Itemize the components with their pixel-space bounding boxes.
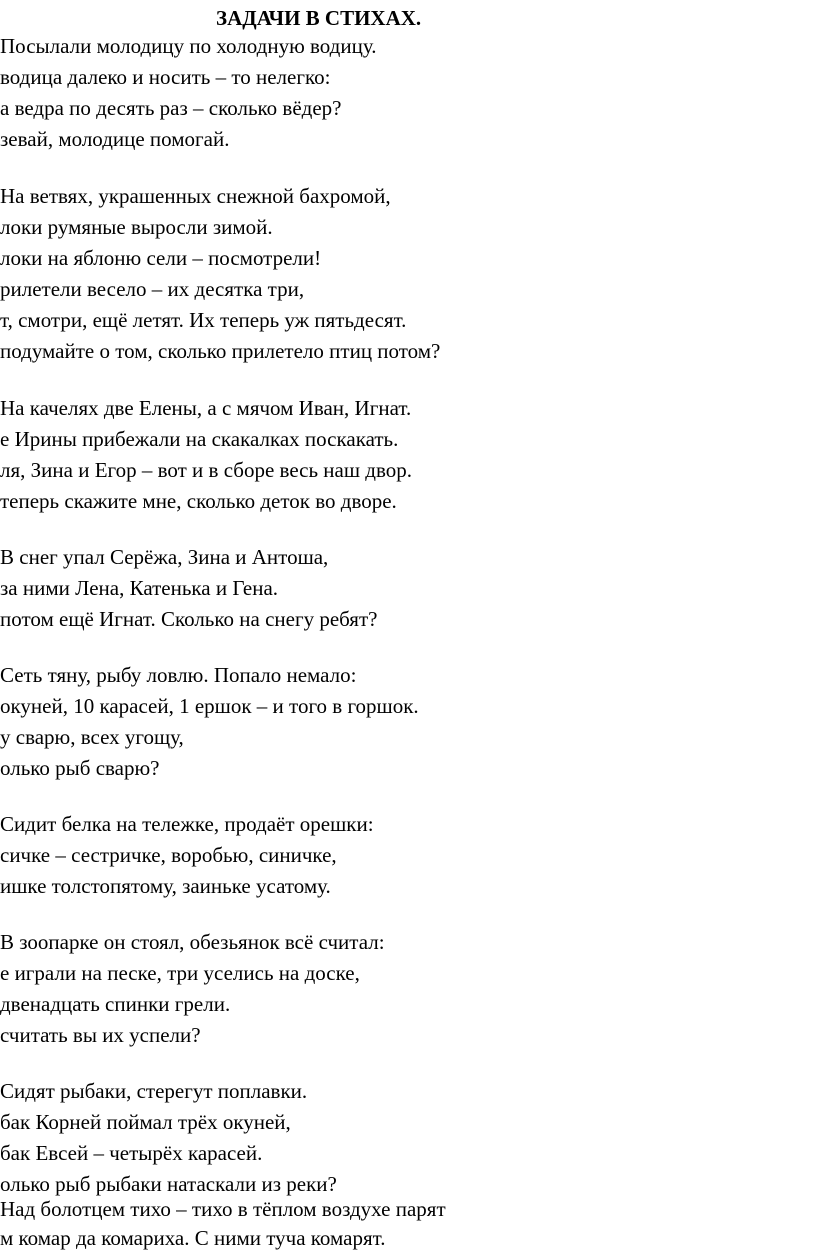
text-line: ля, Зина и Егор – вот и в сборе весь наш двор. xyxy=(0,458,412,482)
text-line: окуней, 10 карасей, 1 ершок – и того в горшок. xyxy=(0,694,419,718)
text-line: Сидят рыбаки, стерегут поплавки. xyxy=(0,1079,308,1103)
text-line: рилетели весело – их десятка три, xyxy=(0,277,305,301)
text-line: считать вы их успели? xyxy=(0,1023,201,1047)
text-line: Сидит белка на тележке, продаёт орешки: xyxy=(0,812,374,836)
text-line: т, смотри, ещё летят. Их теперь уж пятьдесят. xyxy=(0,308,407,332)
text-line: локи румяные выросли зимой. xyxy=(0,215,273,239)
text-line: олько рыб сварю? xyxy=(0,756,160,780)
text-line: потом ещё Игнат. Сколько на снегу ребят? xyxy=(0,607,378,631)
text-line: м комар да комариха. С ними туча комарят. xyxy=(0,1226,386,1250)
text-line: водица далеко и носить – то нелегко: xyxy=(0,65,331,89)
text-line: а ведра по десять раз – сколько вёдер? xyxy=(0,96,342,120)
text-line: Над болотцем тихо – тихо в тёплом воздухе парят xyxy=(0,1197,446,1221)
page-title: ЗАДАЧИ В СТИХАХ. xyxy=(216,6,422,30)
text-line: двенадцать спинки грели. xyxy=(0,992,231,1016)
text-line: ишке толстопятому, заиньке усатому. xyxy=(0,874,331,898)
text-line: сичке – сестричке, воробью, синичке, xyxy=(0,843,337,867)
text-line: у сварю, всех угощу, xyxy=(0,725,184,749)
text-line: Посылали молодицу по холодную водицу. xyxy=(0,34,377,58)
text-line: зевай, молодице помогай. xyxy=(0,127,230,151)
text-line: подумайте о том, сколько прилетело птиц потом? xyxy=(0,339,441,363)
text-line: локи на яблоню сели – посмотрели! xyxy=(0,246,322,270)
text-line: Сеть тяну, рыбу ловлю. Попало немало: xyxy=(0,663,357,687)
text-line: за ними Лена, Катенька и Гена. xyxy=(0,576,279,600)
text-line: теперь скажите мне, сколько деток во дворе. xyxy=(0,489,397,513)
text-line: В снег упал Серёжа, Зина и Антоша, xyxy=(0,545,329,569)
text-line: В зоопарке он стоял, обезьянок всё считал: xyxy=(0,930,385,954)
text-line: е Ирины прибежали на скакалках поскакать. xyxy=(0,427,399,451)
text-line: олько рыб рыбаки натаскали из реки? xyxy=(0,1172,337,1196)
text-line: е играли на песке, три уселись на доске, xyxy=(0,961,360,985)
text-line: бак Корней поймал трёх окуней, xyxy=(0,1110,291,1134)
text-line: бак Евсей – четырёх карасей. xyxy=(0,1141,263,1165)
text-line: На ветвях, украшенных снежной бахромой, xyxy=(0,184,391,208)
text-line: На качелях две Елены, а с мячом Иван, Игнат. xyxy=(0,396,412,420)
